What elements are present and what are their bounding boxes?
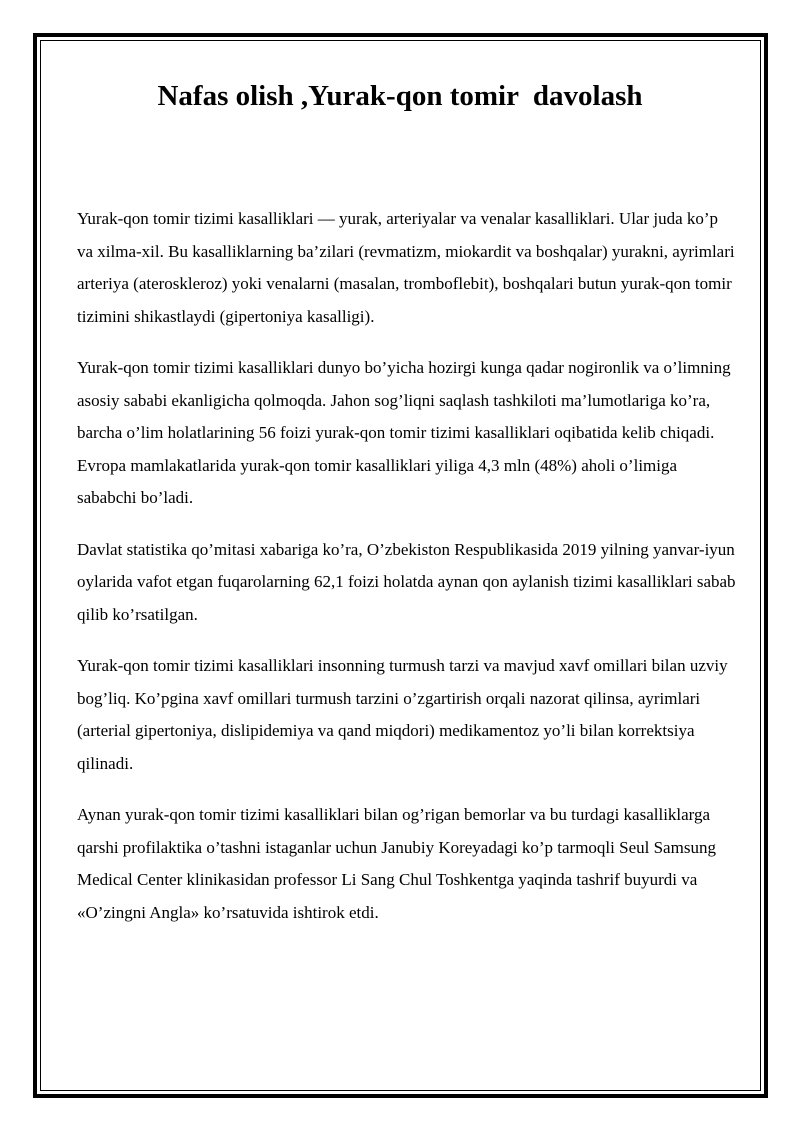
- paragraph-1: Yurak-qon tomir tizimi kasalliklari — yurak, arteriyalar va venalar kasalliklari. Ular juda ko’p va xilma-xil. Bu kasalliklarning ba’zilari (revmatizm, miokardit va boshqalar) yurakni, ayrimlari arteriya (ateroskleroz) yoki venalarni (masalan, tromboflebit), boshqalari butun yurak-qon tomir tizimini shikastlaydi (gipertoniya kasalligi).: [77, 209, 735, 326]
- paragraph-3: Davlat statistika qo’mitasi xabariga ko’ra, O’zbekiston Respublikasida 2019 yilning yanvar-iyun oylarida vafot etgan fuqarolarning 62,1 foizi holatda aynan qon aylanish tizimi kasalliklari sabab qilib ko’rsatilgan.: [77, 539, 736, 624]
- paragraph-4: Yurak-qon tomir tizimi kasalliklari insonning turmush tarzi va mavjud xavf omillari bilan uzviy bog’liq. Ko’pgina xavf omillari turmush tarzini o’zgartirish orqali nazorat qilinsa, ayrimlari (arterial gipertoniya, dislipidemiya va qand miqdori) medikamentoz yo’li bilan korrektsiya qilinadi.: [77, 656, 728, 773]
- paragraph-2: Yurak-qon tomir tizimi kasalliklari dunyo bo’yicha hozirgi kunga qadar nogironlik va o’limning asosiy sababi ekanligicha qolmoqda. Jahon sog’liqni saqlash tashkiloti ma’lumotlariga ko’ra, barcha o’lim holatlarining 56 foizi yurak-qon tomir tizimi kasalliklari oqibatida kelib chiqadi. Evropa mamlakatlarida yurak-qon tomir kasalliklari yiliga 4,3 mln (48%) aholi o’limiga sababchi bo’ladi.: [77, 358, 731, 507]
- paragraph-5: Aynan yurak-qon tomir tizimi kasalliklari bilan og’rigan bemorlar va bu turdagi kasalliklarga qarshi profilaktika o’tashni istaganlar uchun Janubiy Koreyadagi ko’p tarmoqli Seul Samsung Medical Center klinikasidan professor Li Sang Chul Toshkentga yaqinda tashrif buyurdi va «O’zingni Angla» ko’rsatuvida ishtirok etdi.: [77, 805, 716, 922]
- document-title: Nafas olish ,Yurak-qon tomir davolash: [157, 80, 643, 112]
- document-body: [77, 203, 737, 948]
